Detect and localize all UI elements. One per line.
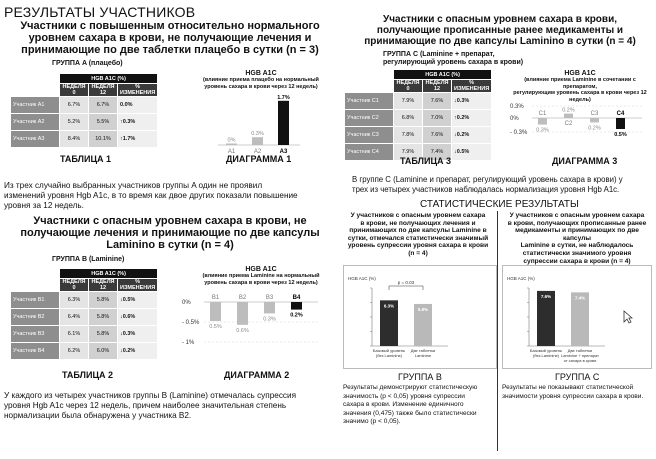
heading-line: Laminine в сутки, не наблюдалось — [520, 242, 634, 250]
chart-subtitle: регулирующим уровень сахара в крови через 12 недель) — [513, 90, 647, 103]
paragraph-line: нормализации была обнаружена у участника B2. — [4, 411, 192, 420]
table-row: Участник B3 6.1% 5.8% ↓0.3% — [11, 326, 157, 342]
p-value-label: p = 0.03 — [397, 280, 415, 285]
table-row: Участник C2 6.8% 7.0% ↑0.2% — [345, 110, 491, 126]
heading-line: У участников с опасным уровнем сахара — [350, 212, 486, 219]
chart-title: HGB A1C — [245, 266, 277, 273]
bar — [237, 302, 248, 325]
col-header: % ИЗМЕНЕНИЯ — [120, 279, 156, 291]
table-row: Участник C1 7.9% 7.6% ↓0.3% — [345, 93, 491, 109]
heading-line: (n = 4) — [408, 249, 428, 257]
heading-line: Участники с опасным уровнем сахара в крови, — [382, 14, 617, 25]
heading-line: получающие прописанные ранее медикаменты и — [376, 25, 624, 36]
paragraph-line: Из трех случайно выбранных участников группы A один не проявил — [4, 181, 263, 190]
heading-line: Laminino в сутки (n = 4) — [106, 239, 234, 251]
significance-bracket — [389, 286, 423, 290]
heading-line: получающие лечения и принимающие по две капсулы — [20, 227, 320, 239]
category-label: A3 — [279, 149, 288, 155]
bar — [278, 101, 289, 145]
table-row: Участник B2 6.4% 5.8% ↓0.6% — [11, 309, 157, 325]
heading-line: Участники с повышенным относительно нормального — [20, 20, 320, 32]
heading-line: статистически значимого уровня — [522, 249, 632, 257]
stats-right-paragraph — [502, 384, 652, 401]
heading-line: уровнем сахара в крови, не получающие лечения и — [28, 32, 312, 44]
paragraph-line: значимости уровня супрессии сахара в крови. — [502, 392, 644, 400]
col-header: НЕДЕЛЯ 12 — [423, 80, 451, 92]
y-tick-label: 0% — [510, 116, 519, 122]
bar — [564, 114, 573, 118]
category-label: C4 — [616, 111, 625, 117]
category-label: B1 — [211, 295, 220, 301]
paragraph-line: сахара в крови. Изменение единичного — [343, 401, 464, 409]
stats-left-panel — [343, 265, 497, 369]
paragraph-line: У каждого из четырех участников группы B (Laminine) отмечалась супрессия — [4, 391, 297, 400]
chart-subtitle: (влияние приема плацебо на нормальный — [203, 77, 319, 83]
bar — [571, 292, 589, 346]
bar — [252, 137, 263, 145]
chart-caption: ДИАГРАММА 3 — [552, 156, 618, 166]
data-label: 0.5% — [614, 132, 627, 138]
chart-title: HGB A1C — [245, 70, 277, 77]
data-label: 0.5% — [209, 324, 222, 330]
heading-line: У участников с опасным уровнем сахара — [509, 212, 645, 219]
paragraph-line: уровня Hgb A1c через 12 недель, причем наиболее значительная степень — [4, 401, 287, 410]
chart-subtitle: (влияние приема Laminine на нормальный — [202, 273, 320, 279]
group-c-paragraph — [352, 175, 652, 194]
category-label: от сахара в крови — [563, 358, 597, 363]
bar — [210, 302, 221, 321]
label-line: ГРУППА C (Laminine + препарат, — [383, 51, 495, 58]
category-label: B3 — [265, 295, 274, 301]
data-label: 0.6% — [236, 327, 249, 334]
category-label: C1 — [538, 111, 547, 117]
paragraph-line: значения (0,475) также было статистически — [343, 409, 477, 417]
group-c-heading — [350, 14, 650, 47]
group-a-heading — [20, 20, 320, 56]
bar — [616, 118, 625, 129]
y-tick-label: - 0.5% — [182, 320, 200, 326]
table-3 — [344, 69, 492, 161]
y-axis-label: HGB A1C (%) — [507, 276, 535, 281]
group-b-label: ГРУППА B (Laminine) — [52, 256, 125, 263]
table-row: Участник A3 8.4% 10.1% ↑1.7% — [11, 131, 157, 147]
col-header: НЕДЕЛЯ 12 — [89, 279, 117, 291]
table-header: HGB A1C (%) — [394, 70, 491, 79]
table-caption: ТАБЛИЦА 3 — [400, 156, 452, 166]
col-header: НЕДЕЛЯ 12 — [89, 84, 117, 96]
table-row: Участник C3 7.8% 7.6% ↓0.2% — [345, 127, 491, 143]
category-label: Две таблетки — [410, 348, 436, 353]
paragraph-line: значимость (p < 0,05) уровня супрессии — [343, 392, 465, 400]
paragraph-line: уровня за 12 недель. — [4, 201, 84, 210]
bar — [538, 118, 547, 125]
y-tick-label: - 0.3% — [510, 130, 528, 136]
paragraph-line: значимо (p < 0,05). — [343, 418, 401, 426]
label-line: регулирующий уровень сахара в крови) — [383, 59, 524, 66]
heading-line: принимающих по две капсулы Laminine в — [349, 227, 487, 235]
category-label: Базовый уровень — [372, 348, 406, 353]
bar — [590, 118, 599, 122]
category-label: A1 — [227, 149, 236, 155]
category-label: (без Laminine) — [375, 353, 403, 358]
chart-caption: ГРУППА C — [555, 372, 600, 382]
col-header: % ИЗМЕНЕНИЯ — [454, 80, 490, 92]
table-row: Участник C4 7.9% 7.4% ↓0.5% — [345, 144, 491, 160]
data-label: 7.6% — [540, 293, 552, 299]
chart-caption: ГРУППА B — [398, 372, 442, 382]
col-header: % ИЗМЕНЕНИЯ — [120, 84, 156, 96]
chart-subtitle: уровень сахара в крови через 12 недель) — [204, 279, 318, 286]
y-tick-label: 0% — [182, 300, 191, 306]
paragraph-line: Результаты демонстрируют статистическую — [343, 384, 478, 391]
table-row: Участник A1 6.7% 6.7% 0.0% — [11, 97, 157, 113]
table-1 — [10, 73, 158, 148]
data-label: 1.7% — [277, 95, 290, 101]
data-label: 0.3% — [536, 127, 549, 134]
category-label: C3 — [590, 111, 599, 117]
group-a-label: ГРУППА A (плацебо) — [52, 60, 123, 67]
bar — [226, 144, 237, 146]
heading-line: супрессии сахара в крови (n = 4) — [523, 257, 631, 265]
page-title: РЕЗУЛЬТАТЫ УЧАСТНИКОВ — [4, 4, 196, 20]
heading-line: медикаменты и принимающих по две капсулы — [515, 227, 639, 242]
y-tick-label: 0.3% — [510, 104, 524, 110]
chart-caption: ДИАГРАММА 1 — [226, 154, 292, 164]
paragraph-line: изменений уровня Hgb A1c, в то время как двое других показали повышение — [4, 191, 298, 200]
table-2 — [10, 268, 158, 360]
category-label: (без Laminine) — [532, 353, 560, 358]
group-a-paragraph — [4, 181, 334, 211]
chart-title: HGB A1C — [564, 70, 596, 77]
category-label: Базовый уровень — [529, 348, 563, 353]
heading-line: в крови, получающих прописанные ранее — [507, 219, 647, 227]
category-label: Laminine — [414, 353, 432, 358]
chart-1 — [200, 95, 310, 157]
bar — [264, 302, 275, 313]
chart-caption: ДИАГРАММА 2 — [224, 370, 290, 380]
heading-line: уровень супрессии уровня сахара в крови — [347, 242, 489, 250]
chart-3 — [508, 96, 650, 154]
y-axis-label: HGB A1C (%) — [348, 276, 376, 281]
heading-line: сутки, отмечался статистически значимый — [347, 234, 489, 242]
data-label: 0.2% — [290, 312, 303, 319]
data-label: 0.3% — [263, 316, 276, 323]
mouse-cursor-icon — [623, 310, 633, 324]
category-label: B2 — [238, 295, 247, 301]
chart-2-header — [196, 266, 326, 286]
table-row: Участник A2 5.2% 5.5% ↑0.3% — [11, 114, 157, 130]
heading-line: принимающие по две капсулы Laminino в сутки (n = 4) — [364, 36, 636, 47]
table-header: HGB A1C (%) — [60, 74, 157, 83]
col-header: НЕДЕЛЯ 0 — [394, 80, 422, 92]
y-tick-label: - 1% — [182, 340, 195, 346]
data-label: 7.4% — [574, 295, 586, 301]
bar — [291, 302, 302, 310]
table-caption: ТАБЛИЦА 1 — [60, 154, 112, 164]
heading-line: в крови, не получающих лечения и — [360, 219, 476, 227]
heading-line: принимающие по две таблетки плацебо в сутки (n = 3) — [21, 44, 319, 56]
data-label: 5.8% — [417, 306, 429, 312]
table-header: HGB A1C (%) — [60, 269, 157, 278]
chart-1-header — [196, 70, 326, 90]
chart-group-b — [344, 266, 496, 368]
data-label: 0.3% — [251, 131, 264, 138]
bar — [537, 291, 555, 346]
chart-subtitle: уровень сахара в крови через 12 недель) — [204, 83, 318, 90]
data-label: 0.2% — [562, 107, 575, 114]
divider — [497, 211, 498, 451]
category-label: B4 — [292, 295, 301, 301]
paragraph-line: Результаты не показывают статистической — [502, 384, 634, 391]
group-c-label — [383, 51, 523, 67]
stats-title: СТАТИСТИЧЕСКИЕ РЕЗУЛЬТАТЫ — [420, 199, 579, 210]
category-label: C2 — [564, 121, 573, 127]
col-header: НЕДЕЛЯ 0 — [60, 279, 88, 291]
stats-left-heading — [343, 212, 493, 258]
category-label: Две таблетки — [567, 348, 593, 353]
category-label: A2 — [253, 149, 262, 155]
paragraph-line: В группе C (Laminine и препарат, регулирующий уровень сахара в крови) у — [352, 175, 623, 184]
data-label: 0% — [227, 137, 236, 144]
stats-left-paragraph — [343, 384, 495, 427]
data-label: 6.3% — [383, 303, 395, 309]
data-label: 0.2% — [588, 125, 601, 132]
group-b-heading — [12, 215, 328, 251]
chart-subtitle: (влияние приема Laminine в сочетании с препаратом, — [524, 77, 636, 90]
group-b-paragraph — [4, 391, 344, 421]
table-row: Участник B1 6.3% 5.8% ↓0.5% — [11, 292, 157, 308]
chart-2 — [180, 290, 325, 362]
paragraph-line: трех из четырех участников наблюдалась нормализация уровня Hgb A1c. — [352, 184, 620, 194]
col-header: НЕДЕЛЯ 0 — [60, 84, 88, 96]
table-row: Участник B4 6.2% 6.0% ↓0.2% — [11, 343, 157, 359]
category-label: Laminine + препарат — [561, 353, 599, 358]
table-caption: ТАБЛИЦА 2 — [62, 370, 114, 380]
heading-line: Участники с опасным уровнем сахара в крови, не — [33, 215, 307, 227]
stats-right-heading — [501, 212, 653, 265]
